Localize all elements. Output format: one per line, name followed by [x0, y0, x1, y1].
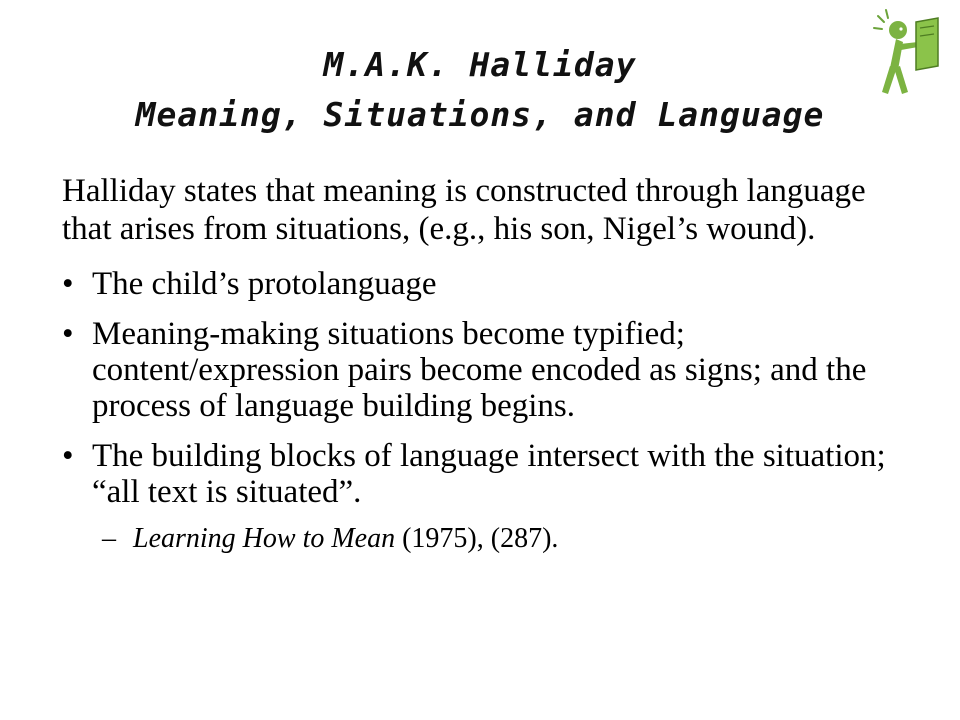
book-title: Learning How to Mean: [133, 523, 396, 554]
reading-figure-icon: [872, 8, 942, 104]
bullet-symbol: •: [62, 438, 74, 474]
sub-bullet-dash: –: [102, 523, 116, 554]
slide-title: [60, 40, 900, 140]
sub-bullet: [62, 522, 902, 556]
intro-paragraph: Halliday states that meaning is constructed through language that arises from situations, (e.g., his son, Nigel’s wound).: [62, 173, 866, 247]
bullet-item: [62, 438, 902, 510]
bullet-item: [62, 266, 902, 302]
bullet-item: [62, 316, 902, 424]
bullet-text: Meaning-making situations become typified; content/expression pairs become encoded as signs; and the process of language building begins.: [92, 316, 867, 424]
bullet-symbol: •: [62, 266, 74, 302]
title-line-1: M.A.K. Halliday: [323, 45, 637, 84]
slide-body: [62, 172, 902, 556]
title-line-2: Meaning, Situations, and Language: [135, 95, 825, 134]
bullet-symbol: •: [62, 316, 74, 352]
bullet-list: [62, 266, 902, 510]
bullet-text: The child’s protolanguage: [92, 266, 437, 302]
citation-text: (1975), (287).: [395, 523, 559, 554]
bullet-text: The building blocks of language intersect with the situation; “all text is situated”.: [92, 438, 886, 510]
